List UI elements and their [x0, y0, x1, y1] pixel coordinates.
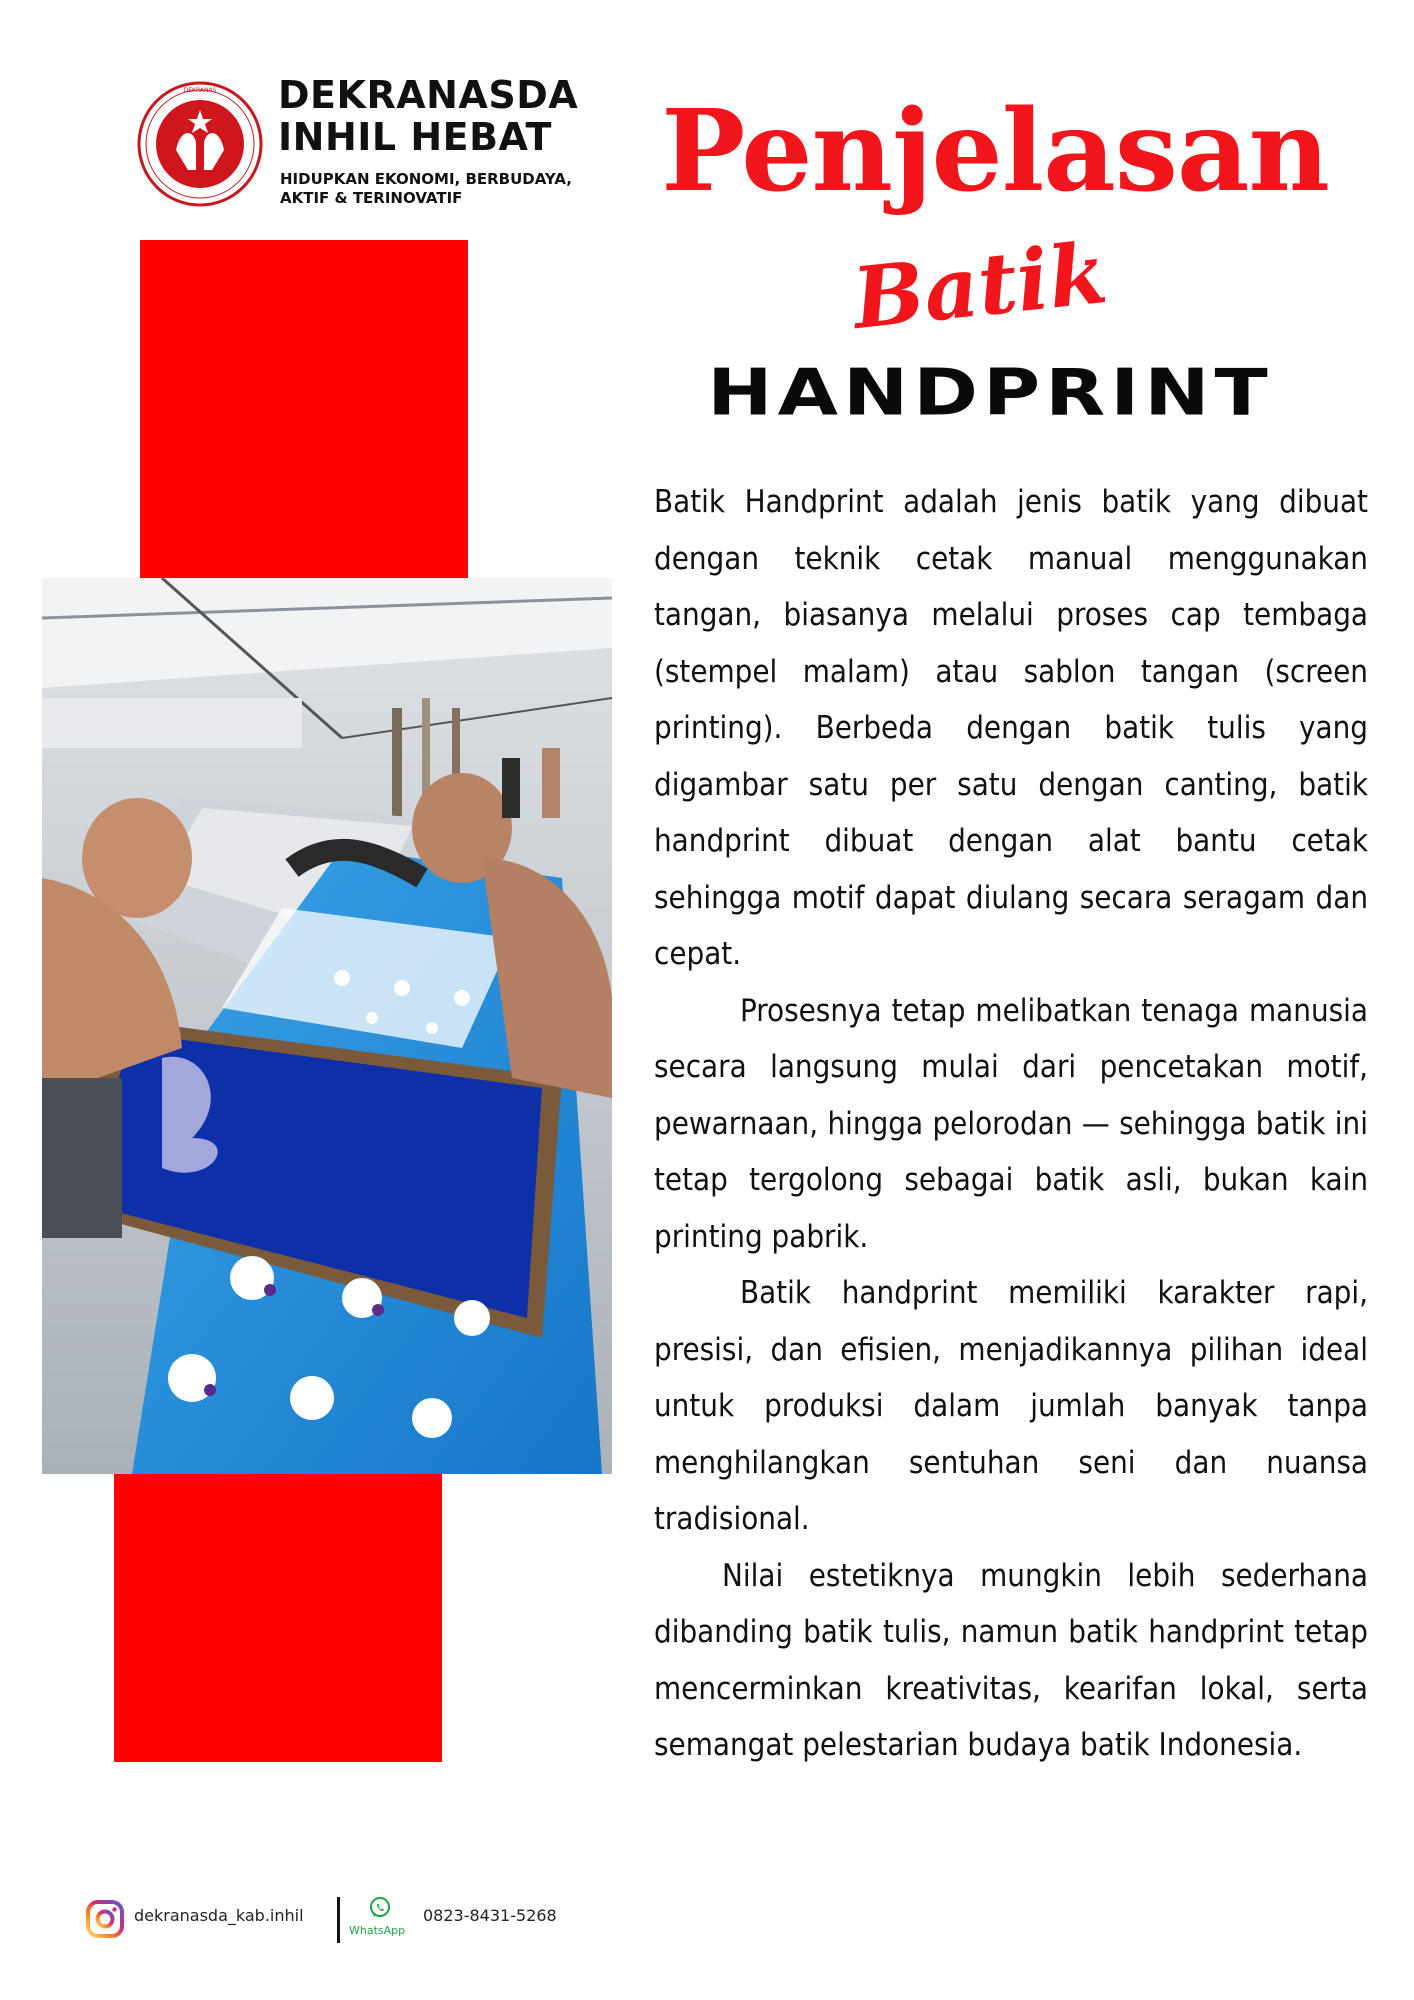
org-name-line2: INHIL HEBAT [278, 115, 552, 159]
paragraph-2: Prosesnya tetap melibatkan tenaga manusia secara langsung mulai dari pencetakan motif, pewarnaan, hingga pelorodan — sehingga batik ini tetap tergolong sebagai batik asli, bukan kain printing pabrik. [654, 992, 1368, 1255]
tagline-line2: AKTIF & TERINOVATIF [280, 189, 463, 207]
footer-divider [337, 1897, 340, 1943]
whatsapp-label: WhatsApp [349, 1924, 406, 1937]
red-accent-bar-bottom [114, 1470, 442, 1762]
article-body [654, 474, 1368, 1774]
title-penjelasan: Penjelasan [661, 86, 1329, 217]
paragraph-4: Nilai estetiknya mungkin lebih sederhana dibanding batik tulis, namun batik handprint tetap mencerminkan kreativitas, kearifan lokal, serta semangat pelestarian budaya batik Indonesia. [654, 1557, 1368, 1763]
instagram-handle[interactable]: dekranasda_kab.inhil [134, 1906, 304, 1925]
svg-text:DEKRANAS: DEKRANAS [183, 87, 217, 94]
paragraph-3: Batik handprint memiliki karakter rapi, presisi, dan efisien, menjadikannya pilihan ideal untuk produksi dalam jumlah banyak tanpa menghilangkan sentuhan seni dan nuansa tradisional. [654, 1275, 1368, 1537]
red-accent-bar-top [140, 240, 468, 580]
batik-printing-photo [42, 578, 612, 1474]
dekranasda-logo [136, 80, 264, 208]
whatsapp-icon[interactable] [368, 1896, 392, 1920]
tagline-line1: HIDUPKAN EKONOMI, BERBUDAYA, [280, 170, 572, 188]
title-handprint: HANDPRINT [707, 356, 1273, 430]
title-batik: Batik [848, 222, 1112, 349]
paragraph-1: Batik Handprint adalah jenis batik yang dibuat dengan teknik cetak manual menggunakan tangan, biasanya melalui proses cap tembaga (stempel malam) atau sablon tangan (screen printing). Berbeda dengan batik tulis yang digambar satu per satu dengan canting, batik handprint dibuat dengan alat bantu cetak sehingga motif dapat diulang secara seragam dan cepat. [654, 484, 1368, 972]
whatsapp-phone[interactable]: 0823-8431-5268 [423, 1906, 557, 1925]
org-tagline [280, 170, 572, 208]
instagram-icon[interactable] [86, 1900, 124, 1938]
org-name-line1: DEKRANASDA [278, 73, 579, 117]
org-name [278, 74, 578, 158]
